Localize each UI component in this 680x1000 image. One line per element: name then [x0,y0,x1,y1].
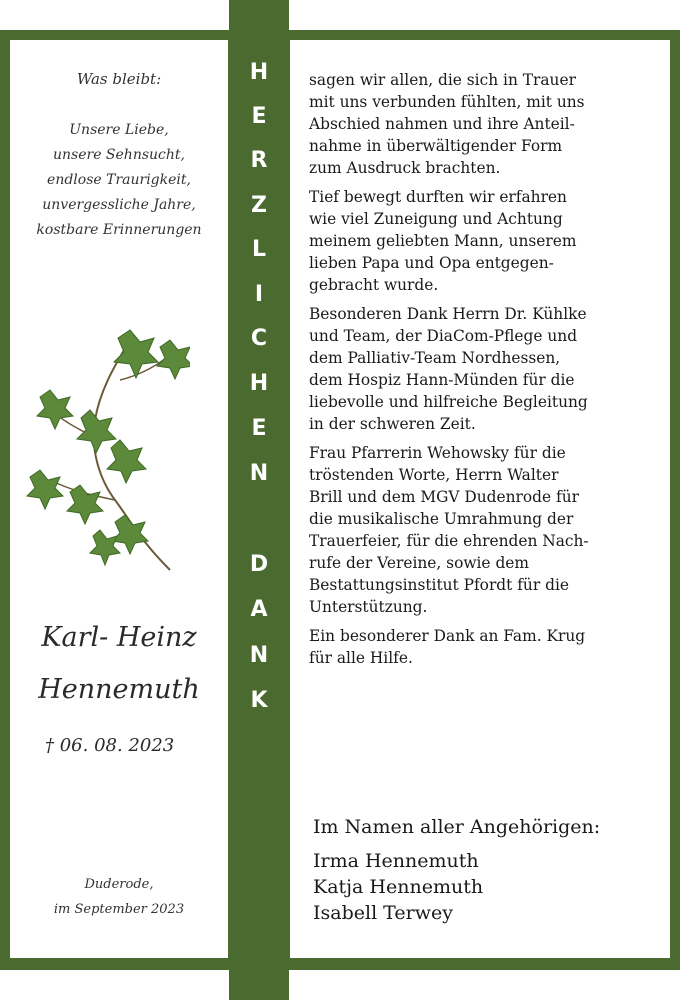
band-letter: I [254,282,264,307]
paragraph: Ein besonderer Dank an Fam. Krug für alle Hilfe. [309,627,586,667]
date: im September 2023 [53,902,185,917]
band-letter: R [250,148,268,173]
paragraph: Besonderen Dank Herrn Dr. Kühlke und Team, der DiaCom-Pflege und dem Palliativ-Team Nordhessen, dem Hospiz Hann-Münden für die liebevolle und hilfreiche Begleitung in der schweren Zeit. [309,305,588,433]
paragraph: Tief bewegt durften wir erfahren wie viel Zuneigung und Achtung meinem geliebten Mann, unserem lieben Papa und Opa entgegen- gebracht wurde. [309,188,577,294]
deceased-first-name: Karl- Heinz [41,622,197,653]
ivy-illustration [20,320,190,580]
band-letter: L [251,237,267,262]
signatory: Isabell Terwey [313,902,453,924]
signatory: Irma Hennemuth [313,850,479,872]
poem [10,118,228,243]
band-letter: E [251,416,267,441]
band-letter: D [249,552,269,577]
paragraph: Frau Pfarrerin Wehowsky für die tröstenden Worte, Herrn Walter Brill und dem MGV Dudenrode für die musikalische Umrahmung der Trauerfeier, für die ehrenden Nach- rufe der Vereine, sowie dem Bestattungsinstitut Pfordt für die Unterstützung. [309,444,589,616]
band-letter: E [251,104,267,129]
poem-line: kostbare Erinnerungen [36,222,202,238]
poem-heading: Was bleibt: [76,70,162,88]
place-date [10,872,228,922]
poem-line: endlose Traurigkeit, [47,172,191,188]
band-letter: N [249,461,269,486]
vertical-title-band [229,0,289,1000]
poem-line: unvergessliche Jahre, [42,197,196,213]
thank-you-text [309,69,659,676]
band-letter: Z [251,193,267,218]
band-letter: A [250,597,268,622]
paragraph: sagen wir allen, die sich in Trauer mit uns verbunden fühlten, mit uns Abschied nahmen und ihre Anteil- nahme in überwältigender Form zum Ausdruck brachten. [309,71,585,177]
band-letter: N [249,643,269,668]
signatory: Katja Hennemuth [313,876,484,898]
deceased-last-name: Hennemuth [38,674,200,705]
poem-line: Unsere Liebe, [69,122,169,138]
poem-line: unsere Sehnsucht, [53,147,185,163]
place: Duderode, [84,877,154,892]
band-letter: K [250,688,268,713]
closing-block [313,816,600,926]
band-letter: H [249,60,269,85]
death-date: † 06. 08. 2023 [45,735,175,756]
closing-heading: Im Namen aller Angehörigen: [313,816,601,838]
band-letter: C [250,326,268,351]
band-letter: H [249,371,269,396]
